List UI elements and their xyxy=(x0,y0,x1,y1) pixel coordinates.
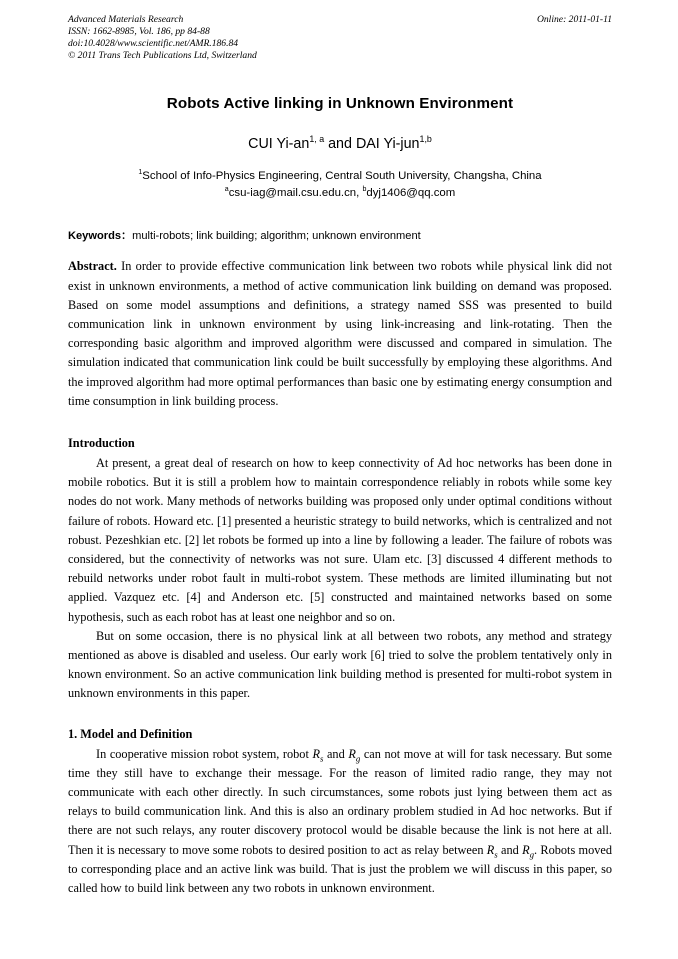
keywords-value: multi-robots; link building; algorithm; unknown environment xyxy=(132,230,421,243)
doi-line: doi:10.4028/www.scientific.net/AMR.186.84 xyxy=(68,38,239,50)
issn-volume-pages: ISSN: 1662-8985, Vol. 186, pp 84-88 xyxy=(68,26,210,38)
affiliation-text: School of Info-Physics Engineering, Central South University, Changsha, China xyxy=(142,170,542,183)
math-base-3: R xyxy=(486,842,495,857)
s1-text-part-3: can not move at will for task necessary. But some time they still have to exchange their message. For the reason of limited radio range, they may not communicate with each other directly. In such circumstances, some robots just lying between them act as relays to build communication link. And this is also an ordinary problem studied in Ad hoc networks. But if there are not such relays, any router discovery protocol would be disable because the link is not here at all. Then it is necessary to move some robots to desired position to act as relay between xyxy=(68,746,612,857)
author-affiliation-marker-1: 1, a xyxy=(309,134,325,145)
author-conjunction: and xyxy=(324,136,356,153)
math-base-2: R xyxy=(348,746,356,761)
math-variable-rs-2 xyxy=(486,842,498,860)
math-subscript-2: g xyxy=(355,753,361,764)
keywords-label: Keywords： xyxy=(68,230,133,243)
abstract-paragraph xyxy=(68,257,612,411)
math-variable-rg-2 xyxy=(522,842,535,860)
author-name-2: DAI Yi-jun xyxy=(355,136,420,153)
math-base-4: R xyxy=(522,842,530,857)
introduction-paragraph-2: But on some occasion, there is no physical link at all between two robots, any method and strategy mentioned as above is disabled and useless. Our early work [6] tried to solve the problem tentatively only in known environment. So an active communication link building method is presented for multi-robot system in unknown environments in this paper. xyxy=(68,628,612,701)
email-address-a: csu-iag@mail.csu.edu.cn, xyxy=(228,187,363,200)
paper-content xyxy=(68,14,612,898)
email-line xyxy=(68,186,612,201)
journal-name: Advanced Materials Research xyxy=(68,14,184,25)
online-publication-date: Online: 2011-01-11 xyxy=(536,14,612,25)
author-name-1: CUI Yi-an xyxy=(248,136,310,153)
math-base-1: R xyxy=(312,746,320,761)
email-address-b: dyj1406@qq.com xyxy=(366,187,456,200)
introduction-paragraph-1: At present, a great deal of research on how to keep connectivity of Ad hoc networks has been done in mobile robotics. But it is still a problem how to maintain correspondence reliably in robots while some key nodes do not work. Many methods of networks building was proposed only under optimal conditions without failure of robots. Howard etc. [1] presented a heuristic strategy to build networks, which is centralized and not robust. Pezeshkian etc. [2] let robots be formed up into a line by following a leader. The failure of robots was considered, but the connectivity of networks was not sure. Ulam etc. [3] discussed 4 different methods to rebuild networks under robot fault in multi-robot system. These methods are limited illuminating but not applied. Vazquez etc. [4] and Anderson etc. [5] constructed and maintained networks based on some hypothesis, such as each robot has at least one neighbor and so on. xyxy=(68,456,612,624)
s1-text-part-1: In cooperative mission robot system, robot xyxy=(96,746,313,761)
math-subscript-1: s xyxy=(319,753,324,764)
section-heading-model-and-definition: 1. Model and Definition xyxy=(68,726,193,741)
s1-text-part-2: and xyxy=(323,746,349,761)
masthead-left-block xyxy=(68,14,488,62)
s1-text-part-5: . Robots moved to corresponding place and an active link was build. That is just the problem we will discuss in this paper, so called how to build link between any two robots in unknown environment. xyxy=(68,842,612,896)
paper-title: Robots Active linking in Unknown Environment xyxy=(166,95,514,113)
math-variable-rs-1 xyxy=(312,746,324,764)
affiliation-line xyxy=(68,169,612,184)
journal-masthead xyxy=(68,14,612,62)
section1-paragraph-1 xyxy=(68,745,612,899)
abstract-text: In order to provide effective communication link between two robots while physical link did not exist in unknown environments, a method of active communication link building on demand was proposed. Based on some model assumptions and definitions, a strategy named SSS was presented to build communication link in unknown environment by using link-increasing and link-rotating. Then the corresponding basic algorithm and improved algorithm were discussed and compared in simulation. The simulation indicated that communication link could be built successfully by employing these algorithms. And the improved algorithm had more optimal performances than basic one by estimating energy consumption and time consumption in link building process. xyxy=(68,259,612,408)
keywords-line xyxy=(68,229,612,244)
copyright-line: © 2011 Trans Tech Publications Ltd, Switzerland xyxy=(68,50,257,62)
email-marker-b: b xyxy=(362,186,367,194)
affiliation-marker: 1 xyxy=(138,169,143,177)
math-subscript-4: g xyxy=(529,849,535,860)
s1-text-part-4: and xyxy=(497,842,523,857)
math-variable-rg-1 xyxy=(348,746,361,764)
author-affiliation-marker-2: 1,b xyxy=(419,134,432,145)
math-subscript-3: s xyxy=(494,849,498,860)
section-heading-introduction: Introduction xyxy=(68,436,135,450)
abstract-label: Abstract. xyxy=(68,259,117,274)
author-list xyxy=(68,135,612,153)
email-marker-a: a xyxy=(224,186,229,194)
